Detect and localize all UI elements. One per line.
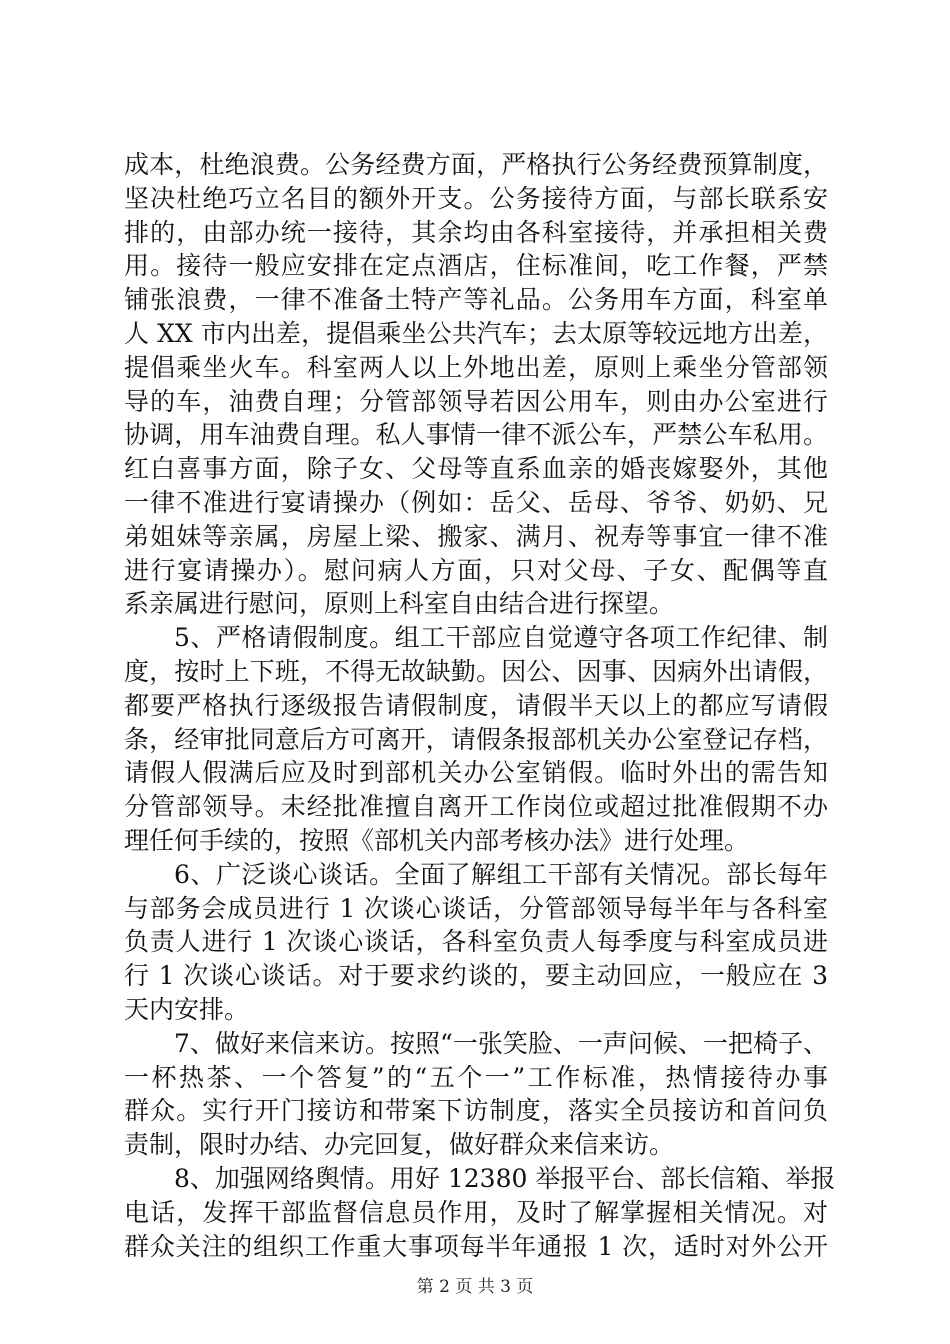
text-line: 负责人进行 1 次谈心谈话，各科室负责人每季度与科室成员进 [124, 927, 828, 957]
text-line: 红白喜事方面，除子女、父母等直系血亲的婚丧嫁娶外，其他 [124, 454, 828, 484]
text-line: 坚决杜绝巧立名目的额外开支。公务接待方面，与部长联系安 [124, 183, 828, 213]
text-line: 一杯热茶、一个答复”的“五个一”工作标准，热情接待办事 [124, 1062, 828, 1092]
text-line: 进行宴请操办）。慰问病人方面，只对父母、子女、配偶等直 [124, 555, 828, 585]
text-line: 都要严格执行逐级报告请假制度，请假半天以上的都应写请假 [124, 690, 828, 720]
text-line: 与部务会成员进行 1 次谈心谈话，分管部领导每半年与各科室 [124, 893, 828, 923]
text-line: 系亲属进行慰问，原则上科室自由结合进行探望。 [124, 589, 675, 619]
text-line: 成本，杜绝浪费。公务经费方面，严格执行公务经费预算制度， [124, 150, 828, 179]
page-footer: 第 2 页 共 3 页 [416, 1277, 534, 1297]
text-line: 一律不准进行宴请操办（例如：岳父、岳母、爷爷、奶奶、兄 [124, 487, 828, 517]
paragraph-5-heading-line: 5、严格请假制度。组工干部应自觉遵守各项工作纪律、制 [174, 623, 828, 653]
text-line: 协调，用车油费自理。私人事情一律不派公车，严禁公车私用。 [124, 420, 828, 450]
text-line: 度，按时上下班，不得无故缺勤。因公、因事、因病外出请假， [124, 656, 828, 686]
body-text [124, 148, 836, 1263]
text-line: 理任何手续的，按照《部机关内部考核办法》进行处理。 [124, 825, 750, 855]
text-line: 群众关注的组织工作重大事项每半年通报 1 次，适时对外公开 [124, 1231, 828, 1261]
text-line: 排的，由部办统一接待，其余均由各科室接待，并承担相关费 [124, 217, 828, 247]
text-line: 条，经审批同意后方可离开，请假条报部机关办公室登记存档， [124, 724, 828, 754]
text-line: 电话，发挥干部监督信息员作用，及时了解掌握相关情况。对 [124, 1197, 828, 1227]
paragraph-6-heading-line: 6、广泛谈心谈话。全面了解组工干部有关情况。部长每年 [174, 859, 828, 889]
text-line: 人 XX 市内出差，提倡乘坐公共汽车；去太原等较远地方出差， [124, 318, 828, 348]
text-line: 群众。实行开门接访和带案下访制度，落实全员接访和首问负 [124, 1096, 828, 1126]
text-line: 天内安排。 [124, 994, 250, 1024]
paragraph-7-heading-line: 7、做好来信来访。按照“一张笑脸、一声问候、一把椅子、 [174, 1028, 828, 1058]
text-line: 弟姐妹等亲属，房屋上梁、搬家、满月、祝寿等事宜一律不准 [124, 521, 828, 551]
paragraph-8-heading-line: 8、加强网络舆情。用好 12380 举报平台、部长信箱、举报 [174, 1163, 836, 1193]
text-line: 用。接待一般应安排在定点酒店，住标准间，吃工作餐，严禁 [124, 251, 828, 281]
text-line: 提倡乘坐火车。科室两人以上外地出差，原则上乘坐分管部领 [124, 352, 828, 382]
text-line: 责制，限时办结、办完回复，做好群众来信来访。 [124, 1130, 675, 1160]
text-line: 导的车，油费自理；分管部领导若因公用车，则由办公室进行 [124, 386, 828, 416]
text-line: 请假人假满后应及时到部机关办公室销假。临时外出的需告知 [124, 758, 828, 788]
text-line: 铺张浪费，一律不准备土特产等礼品。公务用车方面，科室单 [124, 285, 828, 315]
text-line: 行 1 次谈心谈话。对于要求约谈的，要主动回应，一般应在 3 [124, 961, 828, 991]
text-line: 分管部领导。未经批准擅自离开工作岗位或超过批准假期不办 [124, 792, 828, 822]
